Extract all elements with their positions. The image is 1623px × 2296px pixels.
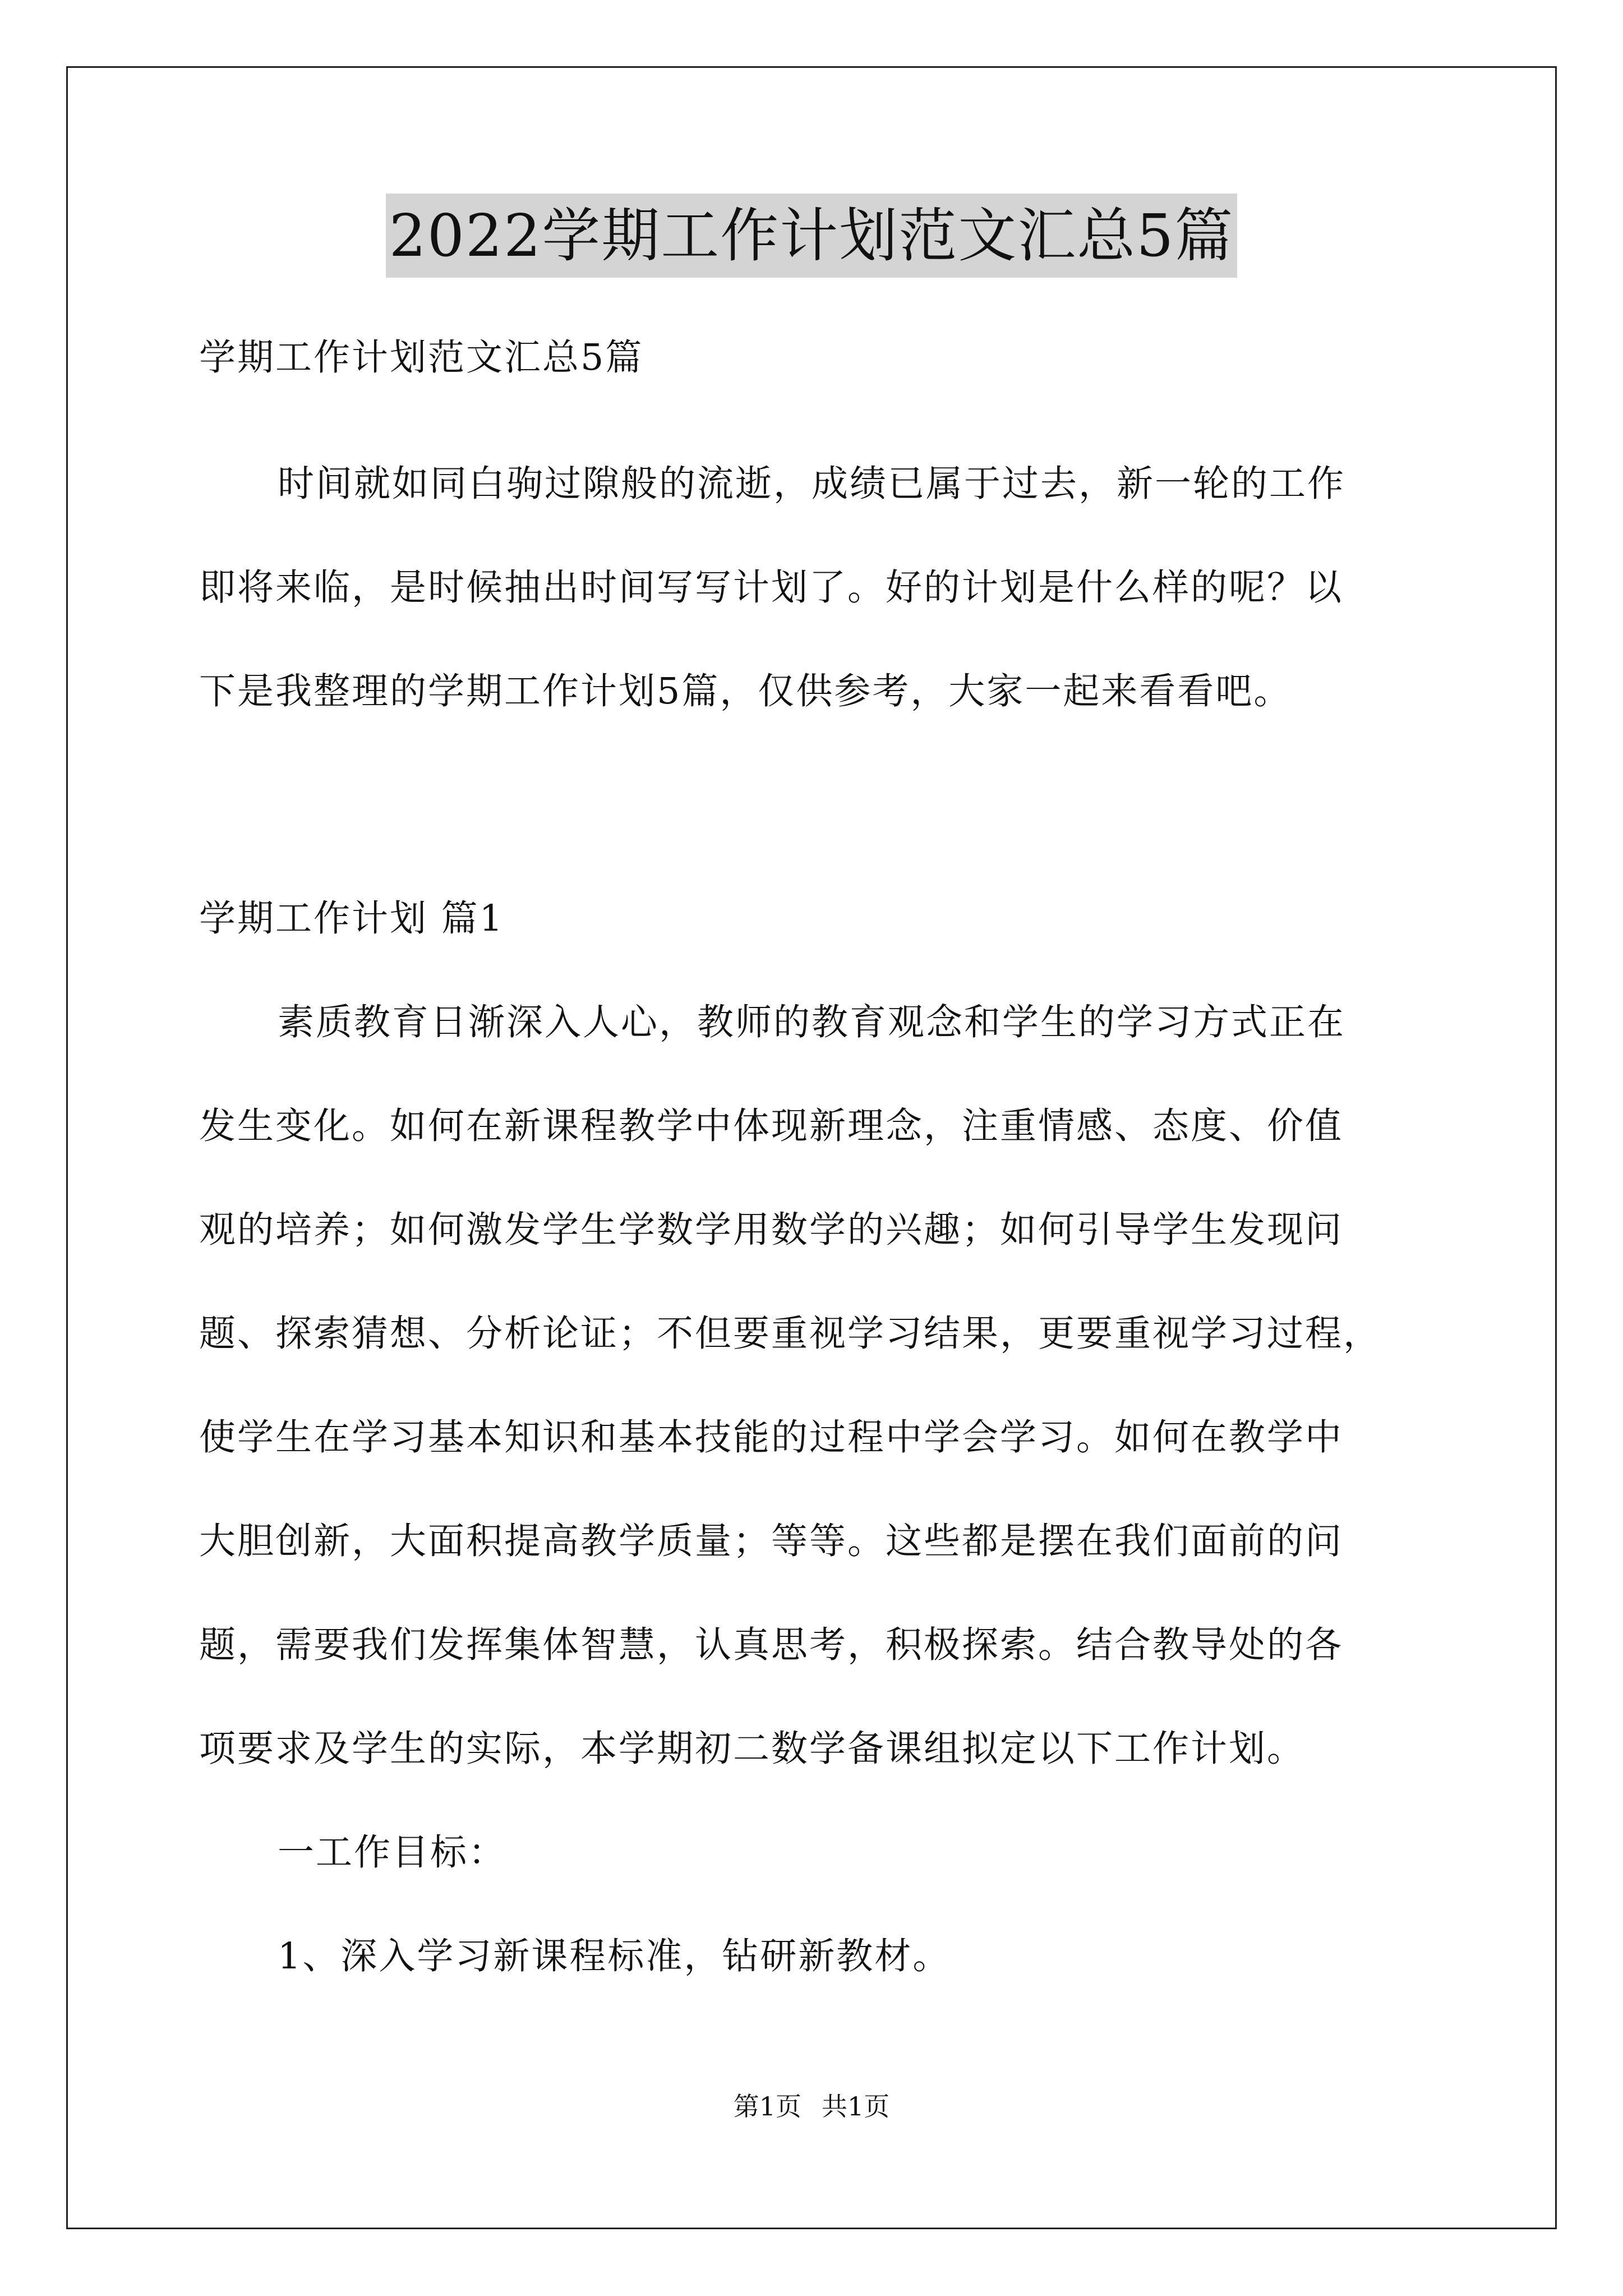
- title-wrap: [0, 194, 1623, 278]
- section-heading: 学期工作计划 篇1: [199, 898, 505, 940]
- goal-heading: 一工作目标：: [278, 1832, 507, 1874]
- body-line: 题、探索猜想、分析论证；不但要重视学习结果，更要重视学习过程，: [199, 1313, 1382, 1355]
- body-line: 题，需要我们发挥集体智慧，认真思考，积极探索。结合教导处的各: [199, 1624, 1344, 1666]
- intro-line: 即将来临，是时候抽出时间写写计划了。好的计划是什么样的呢？以: [199, 567, 1344, 609]
- body-line: 项要求及学生的实际，本学期初二数学备课组拟定以下工作计划。: [199, 1728, 1306, 1770]
- body-line: 大胆创新，大面积提高教学质量；等等。这些都是摆在我们面前的问: [199, 1520, 1344, 1562]
- body-line: 发生变化。如何在新课程教学中体现新理念，注重情感、态度、价值: [199, 1105, 1344, 1147]
- goal-item: 1、深入学习新课程标准，钻研新教材。: [278, 1935, 951, 1977]
- page-number-current: 第1页: [733, 2091, 801, 2122]
- page-footer: [0, 2090, 1623, 2123]
- document-title: 2022学期工作计划范文汇总5篇: [386, 194, 1238, 278]
- page-number-total: 共1页: [822, 2091, 890, 2122]
- intro-line: 下是我整理的学期工作计划5篇，仅供参考，大家一起来看看吧。: [199, 670, 1292, 712]
- body-line: 素质教育日渐深入人心，教师的教育观念和学生的学习方式正在: [278, 1001, 1346, 1043]
- intro-line: 时间就如同白驹过隙般的流逝，成绩已属于过去，新一轮的工作: [278, 463, 1346, 505]
- body-line: 使学生在学习基本知识和基本技能的过程中学会学习。如何在教学中: [199, 1416, 1344, 1458]
- subtitle: 学期工作计划范文汇总5篇: [199, 337, 644, 379]
- body-line: 观的培养；如何激发学生学数学用数学的兴趣；如何引导学生发现问: [199, 1209, 1344, 1251]
